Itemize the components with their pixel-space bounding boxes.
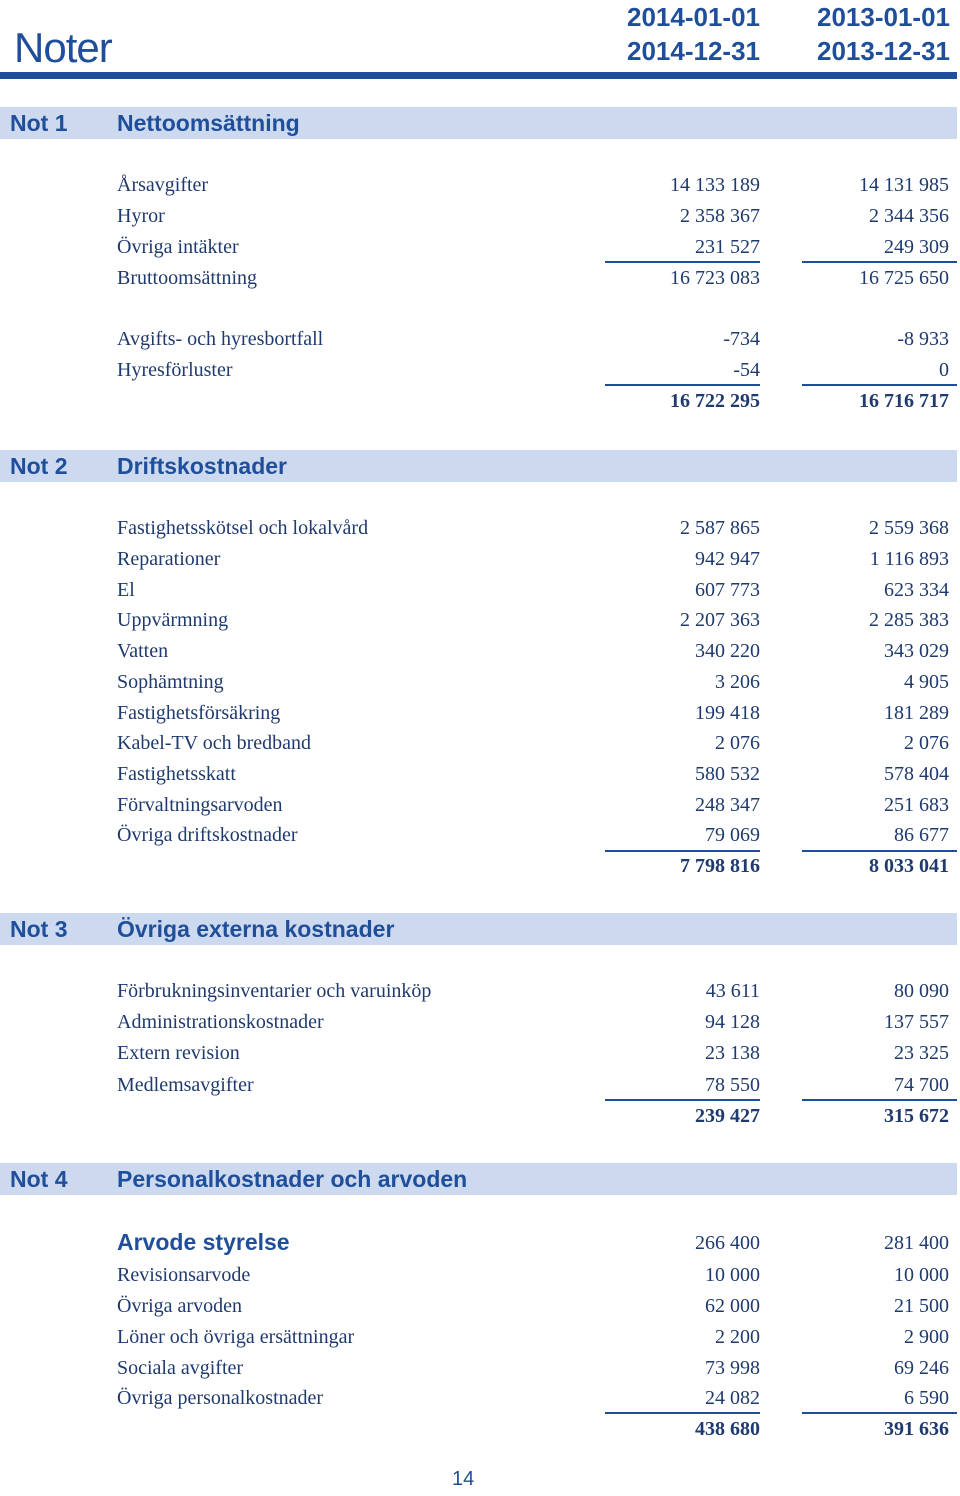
- value-2013: 1 116 893: [869, 548, 949, 570]
- value-2013: 623 334: [884, 579, 949, 601]
- value-2013: 2 900: [904, 1326, 949, 1348]
- note-number: Not 2: [10, 453, 68, 479]
- value-2013: 69 246: [894, 1357, 949, 1379]
- value-2013: 4 905: [904, 671, 949, 693]
- value-2014: 14 133 189: [670, 174, 760, 196]
- table-row: [0, 1039, 960, 1067]
- value-2014: 199 418: [695, 702, 760, 724]
- value-2014: 231 527: [695, 236, 760, 258]
- sum-rule: [605, 1099, 760, 1101]
- table-row: [0, 977, 960, 1005]
- row-label: Reparationer: [117, 548, 221, 570]
- note-title: Nettoomsättning: [117, 110, 300, 136]
- value-2013: 281 400: [884, 1232, 949, 1254]
- table-row: [0, 325, 960, 353]
- value-2014: 24 082: [705, 1387, 760, 1409]
- table-row: [0, 606, 960, 634]
- note-title: Övriga externa kostnader: [117, 916, 395, 942]
- value-2014: 580 532: [695, 763, 760, 785]
- table-row: [0, 576, 960, 604]
- table-row: [0, 202, 960, 230]
- value-2013: 16 725 650: [859, 267, 949, 289]
- value-2013: 10 000: [894, 1264, 949, 1286]
- row-label: El: [117, 579, 135, 601]
- value-2013: 343 029: [884, 640, 949, 662]
- value-2013: -8 933: [897, 328, 949, 350]
- value-2014: 2 587 865: [680, 517, 760, 539]
- value-2014: 942 947: [695, 548, 760, 570]
- table-row: [0, 1323, 960, 1351]
- total-2013: 315 672: [884, 1105, 949, 1127]
- value-2013: 251 683: [884, 794, 949, 816]
- total-2014: 239 427: [695, 1105, 760, 1127]
- value-2014: 94 128: [705, 1011, 760, 1033]
- value-2013: 2 076: [904, 732, 949, 754]
- note-4-header: [0, 1163, 957, 1195]
- row-label: Extern revision: [117, 1042, 240, 1064]
- table-row: [0, 356, 960, 384]
- header-divider: [0, 72, 957, 79]
- row-label: Årsavgifter: [117, 174, 209, 196]
- value-2013: 6 590: [904, 1387, 949, 1409]
- value-2013: 74 700: [894, 1074, 949, 1096]
- row-label: Övriga personalkostnader: [117, 1387, 324, 1409]
- note-title: Personalkostnader och arvoden: [117, 1166, 468, 1192]
- sum-rule: [605, 1412, 760, 1414]
- sum-rule: [605, 384, 760, 386]
- value-2013: 23 325: [894, 1042, 949, 1064]
- period-2013: [817, 0, 950, 68]
- table-row: [0, 233, 960, 261]
- row-label: Övriga driftskostnader: [117, 824, 298, 846]
- value-2014: 2 200: [715, 1326, 760, 1348]
- value-2014: 43 611: [705, 980, 760, 1002]
- value-2013: 2 559 368: [869, 517, 949, 539]
- table-row: [0, 821, 960, 849]
- value-2014: 73 998: [705, 1357, 760, 1379]
- page-title: Noter: [14, 24, 112, 71]
- total-2013: 8 033 041: [869, 855, 949, 877]
- value-2014: 248 347: [695, 794, 760, 816]
- value-2014: 79 069: [705, 824, 760, 846]
- value-2014: 3 206: [715, 671, 760, 693]
- value-2013: 86 677: [894, 824, 949, 846]
- table-row: [0, 1384, 960, 1412]
- value-2014: 266 400: [695, 1232, 760, 1254]
- row-label: Löner och övriga ersättningar: [117, 1326, 355, 1348]
- value-2013: 249 309: [884, 236, 949, 258]
- table-row: [0, 1008, 960, 1036]
- row-label: Revisionsarvode: [117, 1264, 251, 1286]
- value-2014: -734: [723, 328, 760, 350]
- value-2014: 16 723 083: [670, 267, 760, 289]
- table-row: [0, 1071, 960, 1099]
- value-2013: 14 131 985: [859, 174, 949, 196]
- table-row: [0, 545, 960, 573]
- value-2014: 340 220: [695, 640, 760, 662]
- total-row: [0, 1415, 960, 1443]
- value-2014: 607 773: [695, 579, 760, 601]
- total-2014: 438 680: [695, 1418, 760, 1440]
- note-2-header: [0, 450, 957, 482]
- table-row: [0, 699, 960, 727]
- row-label: Fastighetsförsäkring: [117, 702, 281, 724]
- sum-rule: [802, 1412, 957, 1414]
- table-row: [0, 637, 960, 665]
- sum-rule: [605, 261, 760, 263]
- row-label: Sophämtning: [117, 671, 224, 693]
- total-row: [0, 387, 960, 415]
- row-label: Övriga intäkter: [117, 236, 239, 258]
- row-label: Förbrukningsinventarier och varuinköp: [117, 980, 432, 1002]
- value-2014: 2 076: [715, 732, 760, 754]
- note-3-header: [0, 913, 957, 945]
- period-2014-from: 2014-01-01: [627, 2, 760, 32]
- total-2014: 7 798 816: [680, 855, 760, 877]
- table-row: [0, 1229, 960, 1257]
- value-2013: 578 404: [884, 763, 949, 785]
- period-2014-to: 2014-12-31: [627, 36, 760, 66]
- table-row: [0, 760, 960, 788]
- period-2013-from: 2013-01-01: [817, 2, 950, 32]
- note-number: Not 3: [10, 916, 68, 942]
- period-2013-to: 2013-12-31: [817, 36, 950, 66]
- total-2014: 16 722 295: [670, 390, 760, 412]
- table-row: [0, 514, 960, 542]
- row-label: Fastighetsskatt: [117, 763, 236, 785]
- total-2013: 16 716 717: [859, 390, 949, 412]
- row-label: Fastighetsskötsel och lokalvård: [117, 517, 369, 539]
- row-label: Administrationskostnader: [117, 1011, 324, 1033]
- note-number: Not 1: [10, 110, 68, 136]
- value-2014: 23 138: [705, 1042, 760, 1064]
- table-row: [0, 264, 960, 292]
- sum-rule: [802, 261, 957, 263]
- value-2013: 137 557: [884, 1011, 949, 1033]
- row-label: Övriga arvoden: [117, 1295, 242, 1317]
- value-2013: 2 285 383: [869, 609, 949, 631]
- value-2014: -54: [733, 359, 760, 381]
- total-row: [0, 1102, 960, 1130]
- row-label: Förvaltningsarvoden: [117, 794, 283, 816]
- row-label: Kabel-TV och bredband: [117, 732, 312, 754]
- row-label: Hyror: [117, 205, 165, 227]
- row-label: Hyresförluster: [117, 359, 233, 381]
- table-row: [0, 1292, 960, 1320]
- sum-rule: [802, 384, 957, 386]
- table-row: [0, 1261, 960, 1289]
- total-row: [0, 852, 960, 880]
- value-2013: 181 289: [884, 702, 949, 724]
- row-label: Uppvärmning: [117, 609, 229, 631]
- value-2014: 62 000: [705, 1295, 760, 1317]
- table-row: [0, 668, 960, 696]
- row-label: Bruttoomsättning: [117, 267, 257, 289]
- value-2013: 80 090: [894, 980, 949, 1002]
- row-label: Arvode styrelse: [117, 1229, 290, 1255]
- period-2014: [627, 0, 760, 68]
- note-title: Driftskostnader: [117, 453, 287, 479]
- value-2013: 21 500: [894, 1295, 949, 1317]
- value-2014: 2 207 363: [680, 609, 760, 631]
- row-label: Medlemsavgifter: [117, 1074, 254, 1096]
- value-2014: 2 358 367: [680, 205, 760, 227]
- note-1-header: [0, 107, 957, 139]
- page-number: 14: [452, 1468, 475, 1490]
- row-label: Avgifts- och hyresbortfall: [117, 328, 324, 350]
- table-row: [0, 729, 960, 757]
- row-label: Vatten: [117, 640, 169, 662]
- table-row: [0, 171, 960, 199]
- value-2013: 0: [939, 359, 949, 381]
- value-2014: 10 000: [705, 1264, 760, 1286]
- table-row: [0, 791, 960, 819]
- value-2013: 2 344 356: [869, 205, 949, 227]
- value-2014: 78 550: [705, 1074, 760, 1096]
- table-row: [0, 1354, 960, 1382]
- note-number: Not 4: [10, 1166, 68, 1192]
- sum-rule: [802, 1099, 957, 1101]
- row-label: Sociala avgifter: [117, 1357, 244, 1379]
- total-2013: 391 636: [884, 1418, 949, 1440]
